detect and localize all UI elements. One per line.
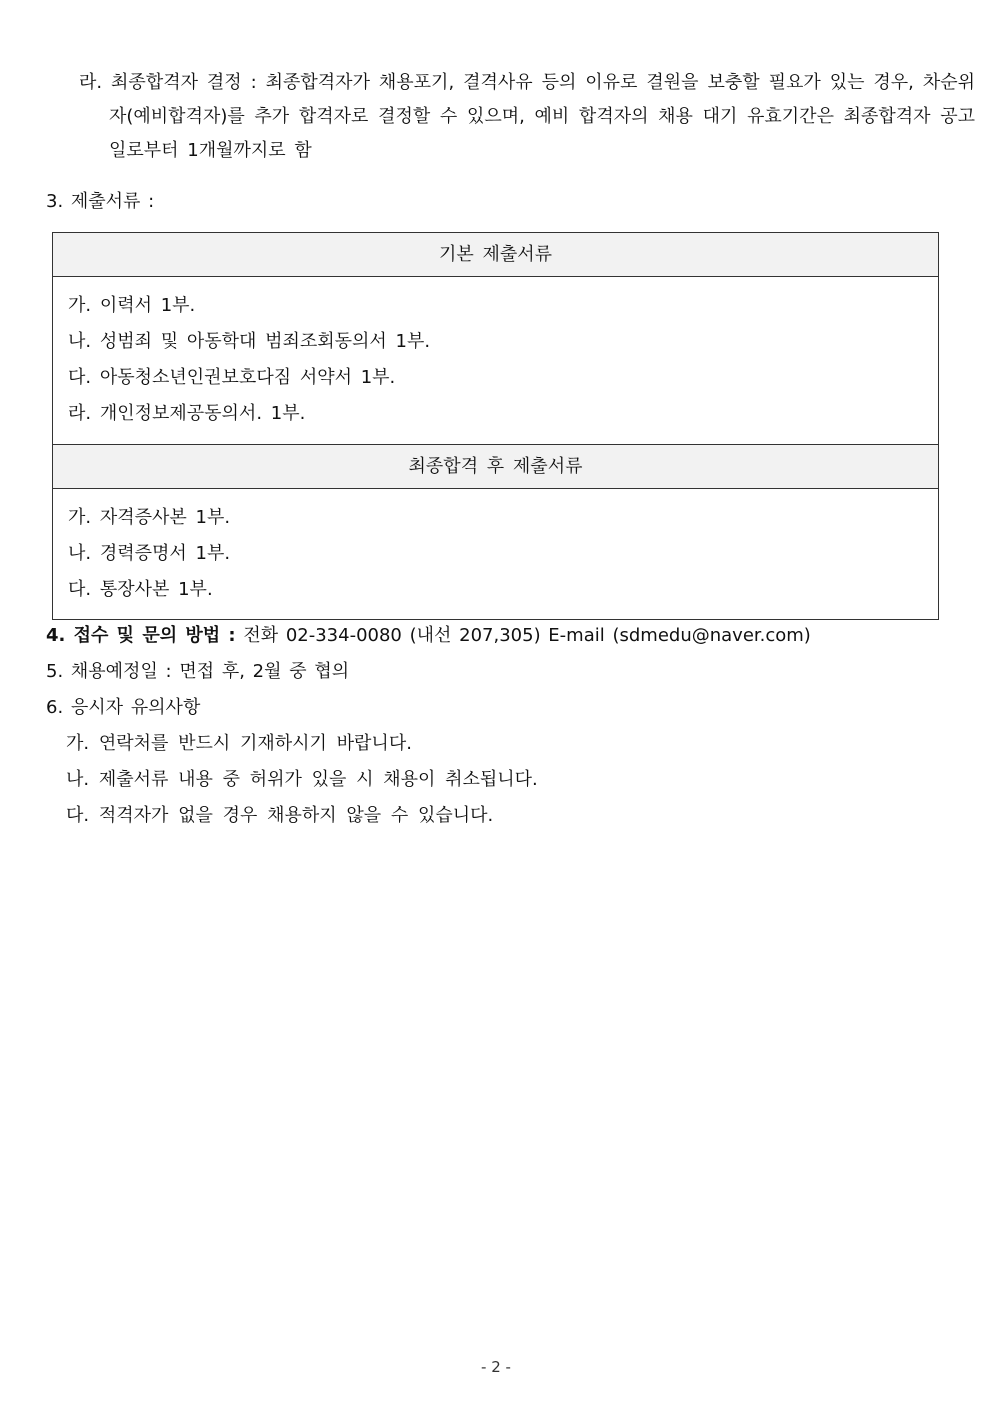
basic-document-item: 가. 이력서 1부. — [68, 295, 196, 316]
section-4-label: 4. 접수 및 문의 방법 : — [46, 625, 236, 646]
final-passer-decision-paragraph: 라. 최종합격자 결정 : 최종합격자가 채용포기, 결격사유 등의 이유로 결원을 보충할 필요가 있는 경우, 차순위자(예비합격자)를 추가 합격자로 결정할 수 있으며, 예비 합격자의 채용 대기 유효기간은 최종합격자 공고일로부터 1개월까지로 함 — [79, 72, 975, 161]
basic-document-item: 라. 개인정보제공동의서. 1부. — [68, 403, 306, 424]
page-number: - 2 - — [481, 1358, 511, 1376]
documents-table — [52, 232, 939, 620]
final-document-item: 가. 자격증사본 1부. — [68, 507, 231, 528]
section-6-title: 6. 응시자 유의사항 — [46, 697, 201, 718]
final-document-item: 나. 경력증명서 1부. — [68, 543, 231, 564]
applicant-notice-item: 가. 연락처를 반드시 기재하시기 바랍니다. — [66, 733, 412, 754]
section-4-value: 전화 02-334-0080 (내선 207,305) E-mail (sdmedu@naver.com) — [235, 625, 811, 646]
section-5-hire-date: 5. 채용예정일 : 면접 후, 2월 중 협의 — [46, 661, 350, 682]
applicant-notice-item: 다. 적격자가 없을 경우 채용하지 않을 수 있습니다. — [66, 805, 494, 826]
basic-document-item: 나. 성범죄 및 아동학대 범죄조회동의서 1부. — [68, 331, 431, 352]
applicant-notice-item: 나. 제출서류 내용 중 허위가 있을 시 채용이 취소됩니다. — [66, 769, 538, 790]
basic-documents-list — [53, 277, 938, 444]
final-documents-header: 최종합격 후 제출서류 — [53, 444, 938, 489]
final-document-item: 다. 통장사본 1부. — [68, 579, 213, 600]
section-3-title: 3. 제출서류 : — [46, 191, 155, 212]
basic-document-item: 다. 아동청소년인권보호다짐 서약서 1부. — [68, 367, 396, 388]
final-documents-list — [53, 489, 938, 619]
basic-documents-header: 기본 제출서류 — [53, 233, 938, 277]
section-4-contact — [46, 619, 811, 653]
